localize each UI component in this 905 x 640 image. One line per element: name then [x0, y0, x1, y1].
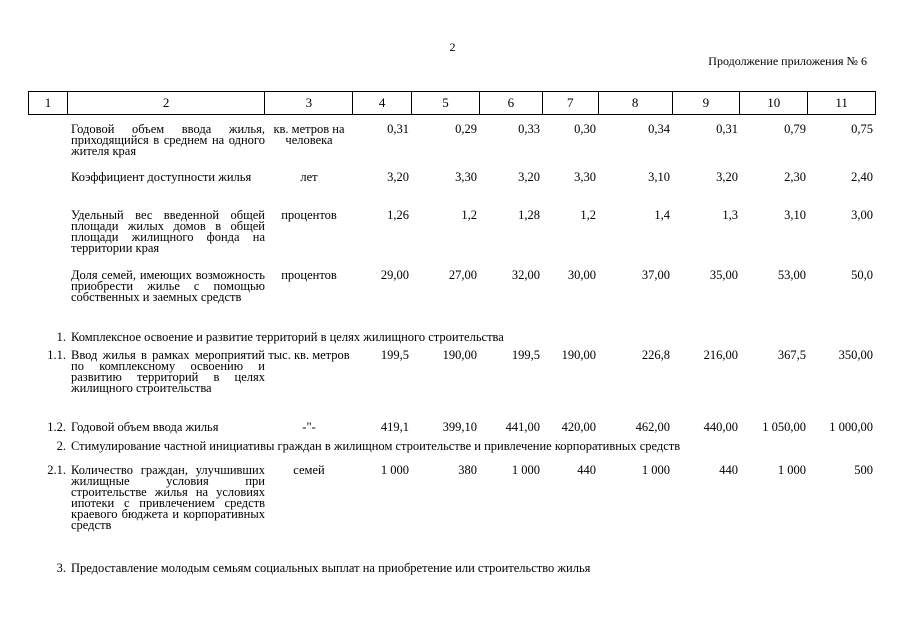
row-number: 1.1.	[47, 348, 66, 362]
indicator-name: Годовой объем ввода жилья	[71, 420, 219, 434]
indicator-unit: -"-	[302, 420, 316, 434]
value-col-5: 380	[458, 463, 477, 477]
table-header	[28, 91, 876, 115]
section-number: 2.	[56, 439, 66, 453]
value-col-9: 440,00	[703, 420, 738, 434]
value-col-6: 0,33	[518, 122, 540, 136]
indicator-name: Количество граждан, улучшивших жилищные условия при строительстве жилья на условиях ипотеки с привлечением средств краевого бюджета и корпоративных средств	[71, 463, 265, 532]
section-title: Стимулирование частной инициативы граждан в жилищном строительстве и привлечение корпоративных средств	[71, 439, 681, 453]
value-col-5: 190,00	[442, 348, 477, 362]
value-col-6: 1,28	[518, 208, 540, 222]
value-col-4: 199,5	[380, 348, 409, 362]
indicator-name: Ввод жилья в рамках мероприятий по комплексному освоению и развитию территорий в целях жилищного строительства	[71, 348, 265, 395]
column-header-10: 10	[740, 92, 808, 114]
value-col-5: 0,29	[455, 122, 477, 136]
page-number: 2	[449, 40, 456, 54]
indicator-name: Удельный вес введенной общей площади жилых домов в общей площади жилищного фонда на территории края	[71, 208, 265, 255]
value-col-4: 1 000	[380, 463, 409, 477]
indicator-unit: процентов	[281, 268, 337, 282]
section-number: 1.	[56, 330, 66, 344]
value-col-10: 2,30	[784, 170, 806, 184]
value-col-8: 1 000	[641, 463, 670, 477]
value-col-6: 3,20	[518, 170, 540, 184]
value-col-10: 1 050,00	[762, 420, 806, 434]
indicator-unit: процентов	[281, 208, 337, 222]
section-title: Предоставление молодым семьям социальных выплат на приобретение или строительство жилья	[71, 561, 591, 575]
value-col-7: 190,00	[561, 348, 596, 362]
column-header-7: 7	[543, 92, 599, 114]
value-col-6: 1 000	[511, 463, 540, 477]
value-col-8: 1,4	[654, 208, 670, 222]
indicator-unit: лет	[300, 170, 318, 184]
value-col-10: 53,00	[777, 268, 806, 282]
value-col-8: 0,34	[648, 122, 670, 136]
value-col-7: 1,2	[580, 208, 596, 222]
section-title: Комплексное освоение и развитие территорий в целях жилищного строительства	[71, 330, 504, 344]
value-col-8: 462,00	[635, 420, 670, 434]
value-col-10: 367,5	[777, 348, 806, 362]
indicator-name: Годовой объем ввода жилья, приходящийся в среднем на одного жителя края	[71, 122, 265, 158]
column-header-3: 3	[265, 92, 353, 114]
value-col-11: 3,00	[851, 208, 873, 222]
value-col-4: 3,20	[387, 170, 409, 184]
value-col-5: 27,00	[448, 268, 477, 282]
value-col-11: 500	[854, 463, 873, 477]
section-number: 3.	[56, 561, 66, 575]
row-number: 2.1.	[47, 463, 66, 477]
column-header-9: 9	[673, 92, 741, 114]
column-header-4: 4	[353, 92, 412, 114]
value-col-5: 1,2	[461, 208, 477, 222]
value-col-11: 2,40	[851, 170, 873, 184]
value-col-7: 420,00	[561, 420, 596, 434]
indicator-unit: кв. метров на человека	[273, 122, 345, 147]
value-col-9: 440	[719, 463, 738, 477]
indicator-name: Коэффициент доступности жилья	[71, 170, 252, 184]
indicator-unit: семей	[293, 463, 325, 477]
value-col-11: 0,75	[851, 122, 873, 136]
column-header-11: 11	[835, 95, 848, 110]
continued-label: Продолжение приложения № 6	[708, 54, 867, 68]
value-col-11: 1 000,00	[829, 420, 873, 434]
indicator-name: Доля семей, имеющих возможность приобрести жилье с помощью собственных и заемных средств	[71, 268, 265, 304]
value-col-6: 441,00	[505, 420, 540, 434]
value-col-11: 350,00	[838, 348, 873, 362]
value-col-4: 1,26	[387, 208, 409, 222]
value-col-7: 0,30	[574, 122, 596, 136]
value-col-9: 216,00	[703, 348, 738, 362]
value-col-4: 0,31	[387, 122, 409, 136]
value-col-7: 30,00	[567, 268, 596, 282]
value-col-8: 3,10	[648, 170, 670, 184]
value-col-8: 37,00	[641, 268, 670, 282]
value-col-4: 419,1	[380, 420, 409, 434]
column-header-1: 1	[29, 92, 68, 114]
column-header-8: 8	[599, 92, 673, 114]
value-col-9: 35,00	[709, 268, 738, 282]
value-col-9: 3,20	[716, 170, 738, 184]
column-header-6: 6	[480, 92, 543, 114]
value-col-9: 1,3	[722, 208, 738, 222]
value-col-10: 0,79	[784, 122, 806, 136]
value-col-6: 199,5	[511, 348, 540, 362]
value-col-9: 0,31	[716, 122, 738, 136]
value-col-7: 440	[577, 463, 596, 477]
value-col-6: 32,00	[511, 268, 540, 282]
column-header-5: 5	[412, 92, 480, 114]
row-number: 1.2.	[47, 420, 66, 434]
indicator-unit: тыс. кв. метров	[268, 348, 350, 362]
value-col-5: 3,30	[455, 170, 477, 184]
value-col-4: 29,00	[380, 268, 409, 282]
value-col-11: 50,0	[851, 268, 873, 282]
value-col-10: 1 000	[777, 463, 806, 477]
column-header-2: 2	[68, 92, 266, 114]
value-col-7: 3,30	[574, 170, 596, 184]
value-col-10: 3,10	[784, 208, 806, 222]
value-col-5: 399,10	[442, 420, 477, 434]
value-col-8: 226,8	[641, 348, 670, 362]
